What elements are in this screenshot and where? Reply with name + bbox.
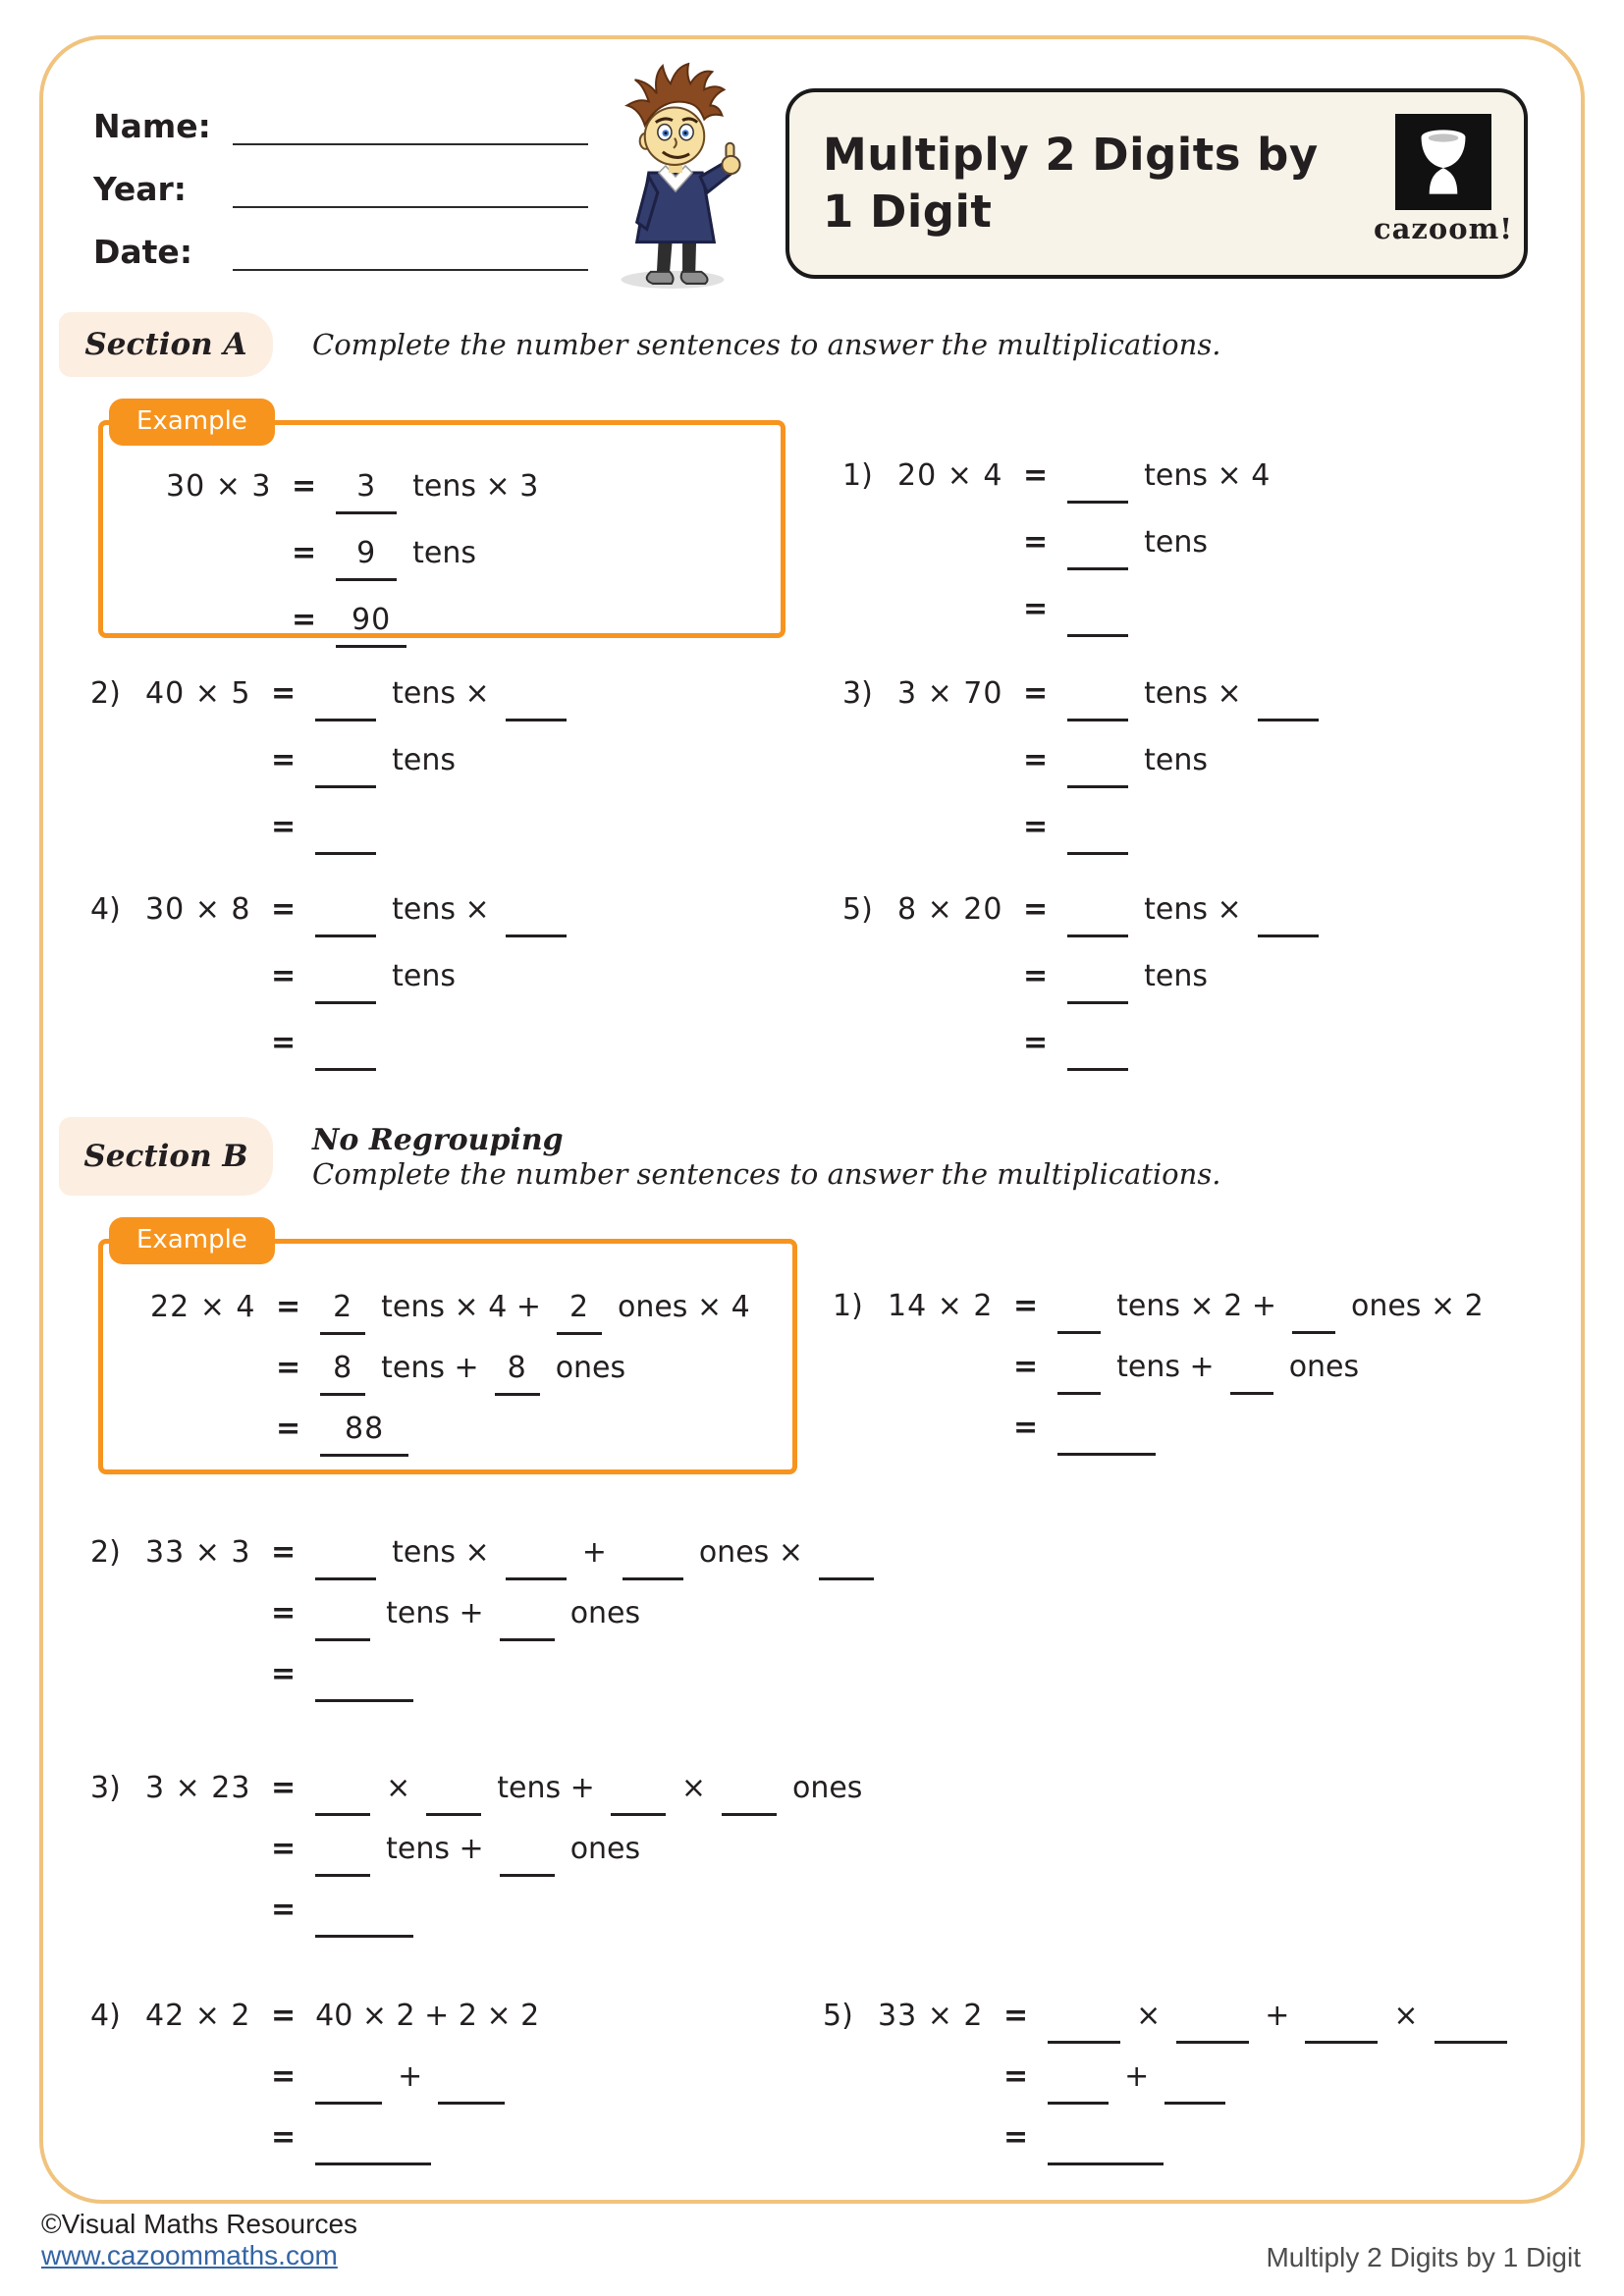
equation-line bbox=[1023, 591, 1270, 628]
answer-blank[interactable] bbox=[315, 675, 376, 721]
answer-blank[interactable] bbox=[1292, 1288, 1335, 1334]
equation-line bbox=[292, 602, 538, 639]
section-b-subtitle: No Regrouping bbox=[312, 1122, 564, 1157]
equation-line bbox=[1013, 1349, 1484, 1386]
answer-blank[interactable] bbox=[1176, 1998, 1249, 2044]
equation-line bbox=[1023, 809, 1319, 846]
equation-text: tens + bbox=[497, 1771, 595, 1805]
answer-blank[interactable] bbox=[315, 1831, 370, 1877]
problem-a3 bbox=[842, 675, 1319, 846]
equation-text: ones bbox=[791, 1771, 863, 1805]
equation-text: tens × bbox=[392, 676, 490, 711]
answer-blank[interactable] bbox=[1230, 1349, 1273, 1395]
equation-line bbox=[271, 809, 567, 846]
section-b-instruction: Complete the number sentences to answer the multiplications. bbox=[312, 1156, 1221, 1191]
answer-blank[interactable] bbox=[500, 1595, 555, 1641]
problem-a4-lines bbox=[271, 891, 567, 1062]
equation-line bbox=[1023, 675, 1319, 713]
answer-blank[interactable] bbox=[611, 1770, 666, 1816]
equation-text: tens × 4 bbox=[1144, 458, 1271, 493]
answer-blank[interactable] bbox=[315, 742, 376, 788]
answer-blank[interactable] bbox=[1057, 1288, 1101, 1334]
answer-blank[interactable] bbox=[315, 1595, 370, 1641]
title-line-2: 1 Digit bbox=[823, 186, 993, 238]
problem-number: 2) bbox=[90, 1535, 121, 1570]
worksheet-title bbox=[823, 127, 1319, 240]
example-b-tag: Example bbox=[109, 1217, 275, 1264]
answer-blank[interactable] bbox=[315, 1892, 413, 1938]
equals-sign: = bbox=[271, 1832, 297, 1866]
equation-text: × bbox=[680, 1771, 706, 1805]
equation-line bbox=[276, 1411, 750, 1448]
problem-number: 1) bbox=[842, 458, 873, 493]
date-row bbox=[93, 224, 588, 271]
equals-sign: = bbox=[1003, 2059, 1029, 2094]
equation-line bbox=[271, 958, 567, 995]
problem-number: 5) bbox=[842, 892, 873, 927]
problem-expression: 3 × 23 bbox=[145, 1771, 251, 1805]
equals-sign: = bbox=[271, 1657, 297, 1691]
answer-blank[interactable] bbox=[315, 958, 376, 1004]
answer-blank[interactable]: 8 bbox=[495, 1350, 540, 1396]
equation-text: tens bbox=[1144, 743, 1209, 777]
problem-expression: 20 × 4 bbox=[897, 458, 1003, 493]
equation-line bbox=[271, 1831, 862, 1868]
answer-blank[interactable] bbox=[506, 675, 567, 721]
section-b-label-box bbox=[59, 1117, 273, 1196]
equals-sign: = bbox=[271, 1771, 297, 1805]
problem-number: 3) bbox=[842, 676, 873, 711]
equation-line bbox=[1023, 457, 1270, 495]
example-b-expression: 22 × 4 bbox=[150, 1290, 256, 1324]
equals-sign: = bbox=[276, 1351, 301, 1385]
answer-blank[interactable] bbox=[1164, 2058, 1225, 2105]
cazoom-logo bbox=[1373, 114, 1514, 245]
answer-blank[interactable] bbox=[1067, 958, 1128, 1004]
equals-sign: = bbox=[292, 536, 317, 570]
equals-sign: = bbox=[276, 1290, 301, 1324]
equation-text: + bbox=[398, 2059, 423, 2094]
equation-line bbox=[276, 1289, 750, 1326]
equation-line bbox=[1013, 1288, 1484, 1325]
equation-text: tens bbox=[392, 743, 457, 777]
equals-sign: = bbox=[1013, 1411, 1039, 1445]
equals-sign: = bbox=[292, 603, 317, 637]
footer-doc-title: Multiply 2 Digits by 1 Digit bbox=[1266, 2242, 1581, 2272]
equation-line bbox=[1003, 2058, 1507, 2096]
date-label: Date: bbox=[93, 233, 193, 271]
drum-icon bbox=[1395, 114, 1491, 210]
answer-blank[interactable] bbox=[315, 891, 376, 937]
equals-sign: = bbox=[271, 2059, 297, 2094]
equation-line bbox=[271, 2058, 539, 2096]
section-a-instruction-col bbox=[312, 312, 1220, 377]
section-b-instruction-col bbox=[312, 1117, 1220, 1196]
example-box-a bbox=[98, 406, 785, 638]
answer-blank[interactable] bbox=[315, 1534, 376, 1580]
year-input-line[interactable] bbox=[233, 169, 588, 208]
example-a-content bbox=[166, 468, 761, 639]
copyright-text: ©Visual Maths Resources bbox=[41, 2209, 358, 2239]
section-a-label-box bbox=[59, 312, 273, 377]
problem-b1-lines bbox=[1013, 1288, 1484, 1447]
equals-sign: = bbox=[1023, 676, 1049, 711]
equals-sign: = bbox=[1023, 592, 1049, 626]
equals-sign: = bbox=[1023, 892, 1049, 927]
section-a-label: Section A bbox=[84, 327, 247, 362]
mascot-boy-illustration bbox=[601, 54, 750, 295]
problem-b5-head bbox=[823, 1998, 1003, 2035]
problem-expression: 14 × 2 bbox=[888, 1289, 994, 1323]
problem-expression: 33 × 2 bbox=[878, 1999, 984, 2033]
problem-number: 4) bbox=[90, 892, 121, 927]
problem-a3-head bbox=[842, 675, 1023, 713]
problem-b2-head bbox=[90, 1534, 271, 1572]
answer-blank[interactable] bbox=[500, 1831, 555, 1877]
answer-blank[interactable] bbox=[1305, 1998, 1378, 2044]
equation-text: ones × 4 bbox=[617, 1290, 750, 1324]
example-b-content bbox=[150, 1289, 775, 1448]
equation-line bbox=[1013, 1410, 1484, 1447]
problem-expression: 30 × 8 bbox=[145, 892, 251, 927]
problem-b5-lines bbox=[1003, 1998, 1507, 2157]
equation-line bbox=[271, 742, 567, 779]
problem-a2-head bbox=[90, 675, 271, 713]
section-a-header bbox=[59, 312, 1220, 377]
equation-text: tens + bbox=[1116, 1350, 1215, 1384]
problem-expression: 40 × 5 bbox=[145, 676, 251, 711]
equation-line bbox=[271, 1025, 567, 1062]
example-a-expression: 30 × 3 bbox=[166, 469, 272, 504]
equation-text: × bbox=[386, 1771, 411, 1805]
equation-text: 40 × 2 + 2 × 2 bbox=[315, 1999, 540, 2033]
equation-text: ones × bbox=[698, 1535, 803, 1570]
date-input-line[interactable] bbox=[233, 232, 588, 271]
equation-line bbox=[292, 535, 538, 572]
equals-sign: = bbox=[271, 676, 297, 711]
equals-sign: = bbox=[271, 1999, 297, 2033]
problem-b3-lines bbox=[271, 1770, 862, 1929]
answer-blank[interactable] bbox=[1067, 809, 1128, 855]
example-b-head bbox=[150, 1289, 276, 1326]
answer-blank[interactable] bbox=[315, 809, 376, 855]
answer-blank[interactable] bbox=[1048, 2119, 1164, 2165]
problem-a1-head bbox=[842, 457, 1023, 495]
equation-line bbox=[271, 1595, 874, 1632]
equals-sign: = bbox=[1023, 525, 1049, 560]
problem-b2 bbox=[90, 1534, 874, 1693]
year-label: Year: bbox=[93, 170, 187, 208]
equals-sign: = bbox=[1023, 959, 1049, 993]
equation-text: tens × 4 + bbox=[381, 1290, 541, 1324]
equation-line bbox=[271, 1892, 862, 1929]
equation-line bbox=[1023, 958, 1319, 995]
answer-blank[interactable] bbox=[1067, 457, 1128, 504]
equals-sign: = bbox=[1003, 2120, 1029, 2155]
answer-blank[interactable] bbox=[315, 1025, 376, 1071]
answer-blank[interactable] bbox=[1048, 2058, 1109, 2105]
equation-text: tens bbox=[392, 959, 457, 993]
example-a-lines bbox=[292, 468, 538, 639]
name-label: Name: bbox=[93, 107, 211, 145]
equation-text: tens × bbox=[392, 892, 490, 927]
equation-line bbox=[271, 1656, 874, 1693]
answer-blank[interactable] bbox=[315, 1656, 413, 1702]
year-row bbox=[93, 161, 588, 208]
problem-a5 bbox=[842, 891, 1319, 1062]
answer-blank[interactable] bbox=[722, 1770, 777, 1816]
problem-expression: 8 × 20 bbox=[897, 892, 1003, 927]
footer-left bbox=[41, 2209, 357, 2271]
equation-text: ones bbox=[555, 1351, 626, 1385]
problem-b1-head bbox=[833, 1288, 1013, 1325]
answer-blank[interactable] bbox=[315, 2058, 382, 2105]
answer-blank[interactable]: 2 bbox=[557, 1289, 602, 1335]
website-link[interactable]: www.cazoommaths.com bbox=[41, 2240, 338, 2270]
answer-blank[interactable] bbox=[315, 2119, 431, 2165]
problem-a3-lines bbox=[1023, 675, 1319, 846]
section-a-instruction: Complete the number sentences to answer the multiplications. bbox=[312, 328, 1221, 361]
equals-sign: = bbox=[271, 959, 297, 993]
answer-blank[interactable] bbox=[1067, 591, 1128, 637]
answer-blank[interactable] bbox=[1067, 524, 1128, 570]
equation-text: ones bbox=[1288, 1350, 1360, 1384]
problem-b2-lines bbox=[271, 1534, 874, 1693]
equals-sign: = bbox=[271, 892, 297, 927]
equation-line bbox=[271, 891, 567, 929]
name-row bbox=[93, 98, 588, 145]
equals-sign: = bbox=[1023, 743, 1049, 777]
problem-b5 bbox=[823, 1998, 1507, 2157]
equation-line bbox=[292, 468, 538, 506]
equation-line bbox=[271, 1534, 874, 1572]
equals-sign: = bbox=[271, 743, 297, 777]
problem-b4-lines bbox=[271, 1998, 539, 2157]
problem-a2 bbox=[90, 675, 567, 846]
equation-text: ones bbox=[569, 1596, 641, 1630]
equation-text: + bbox=[1124, 2059, 1150, 2094]
answer-blank[interactable] bbox=[438, 2058, 505, 2105]
answer-blank[interactable] bbox=[623, 1534, 683, 1580]
equation-text: tens × 3 bbox=[412, 469, 539, 504]
equation-line bbox=[1003, 2119, 1507, 2157]
boy-thumbs-up-icon bbox=[601, 54, 750, 292]
example-b-lines bbox=[276, 1289, 750, 1448]
equation-text: ones bbox=[569, 1832, 641, 1866]
answer-blank[interactable]: 88 bbox=[320, 1411, 408, 1457]
answer-blank[interactable] bbox=[426, 1770, 481, 1816]
equation-line bbox=[1023, 891, 1319, 929]
logo-text: cazoom! bbox=[1373, 212, 1514, 245]
equation-text: + bbox=[581, 1535, 607, 1570]
equals-sign: = bbox=[271, 1026, 297, 1060]
equation-text: tens bbox=[412, 536, 477, 570]
problem-number: 4) bbox=[90, 1999, 121, 2033]
answer-blank[interactable] bbox=[1067, 891, 1128, 937]
problem-number: 1) bbox=[833, 1289, 863, 1323]
section-b-label: Section B bbox=[83, 1139, 248, 1174]
example-a-head bbox=[166, 468, 292, 506]
problem-a4-head bbox=[90, 891, 271, 929]
equation-text: tens × bbox=[392, 1535, 490, 1570]
equation-text: tens + bbox=[386, 1596, 484, 1630]
equation-line bbox=[1023, 1025, 1319, 1062]
problem-a1-lines bbox=[1023, 457, 1270, 628]
equals-sign: = bbox=[1013, 1289, 1039, 1323]
name-input-line[interactable] bbox=[233, 106, 588, 145]
answer-blank[interactable] bbox=[1067, 1025, 1128, 1071]
equation-text: tens × bbox=[1144, 676, 1242, 711]
equals-sign: = bbox=[276, 1412, 301, 1446]
problem-number: 5) bbox=[823, 1999, 853, 2033]
answer-blank[interactable]: 9 bbox=[336, 535, 397, 581]
example-box-b bbox=[98, 1225, 797, 1474]
answer-blank[interactable] bbox=[1067, 742, 1128, 788]
equation-line bbox=[1003, 1998, 1507, 2035]
answer-blank[interactable] bbox=[1057, 1349, 1101, 1395]
equation-line bbox=[271, 2119, 539, 2157]
problem-a1 bbox=[842, 457, 1270, 628]
equation-text: tens + bbox=[386, 1832, 484, 1866]
answer-blank[interactable] bbox=[1258, 675, 1319, 721]
problem-a5-head bbox=[842, 891, 1023, 929]
equals-sign: = bbox=[271, 1893, 297, 1927]
problem-a2-lines bbox=[271, 675, 567, 846]
equation-text: × bbox=[1136, 1999, 1162, 2033]
equation-text: tens × bbox=[1144, 892, 1242, 927]
problem-expression: 33 × 3 bbox=[145, 1535, 251, 1570]
answer-blank[interactable] bbox=[1435, 1998, 1507, 2044]
problem-b3-head bbox=[90, 1770, 271, 1807]
problem-b4 bbox=[90, 1998, 539, 2157]
equation-text: tens × 2 + bbox=[1116, 1289, 1276, 1323]
equals-sign: = bbox=[271, 1596, 297, 1630]
equation-line bbox=[271, 1998, 539, 2035]
equation-line bbox=[1023, 524, 1270, 561]
equation-text: + bbox=[1265, 1999, 1290, 2033]
equals-sign: = bbox=[1023, 810, 1049, 844]
worksheet-title-box bbox=[785, 88, 1528, 279]
equation-line bbox=[1023, 742, 1319, 779]
section-b-header bbox=[59, 1117, 1220, 1196]
equation-text: tens bbox=[1144, 525, 1209, 560]
student-info bbox=[93, 98, 588, 287]
problem-a4 bbox=[90, 891, 567, 1062]
answer-blank[interactable]: 90 bbox=[336, 602, 406, 648]
equation-text: ones × 2 bbox=[1350, 1289, 1484, 1323]
equation-text: tens + bbox=[381, 1351, 479, 1385]
answer-blank[interactable] bbox=[506, 1534, 567, 1580]
example-a-tag: Example bbox=[109, 399, 275, 446]
equals-sign: = bbox=[271, 1535, 297, 1570]
answer-blank[interactable] bbox=[1048, 1998, 1120, 2044]
answer-blank[interactable]: 2 bbox=[320, 1289, 365, 1335]
problem-b3 bbox=[90, 1770, 862, 1929]
answer-blank[interactable] bbox=[315, 1770, 370, 1816]
answer-blank[interactable] bbox=[506, 891, 567, 937]
problem-number: 2) bbox=[90, 676, 121, 711]
answer-blank[interactable] bbox=[1057, 1410, 1156, 1456]
answer-blank[interactable] bbox=[1067, 675, 1128, 721]
title-line-1: Multiply 2 Digits by bbox=[823, 129, 1319, 182]
equals-sign: = bbox=[1023, 458, 1049, 493]
equals-sign: = bbox=[271, 810, 297, 844]
equals-sign: = bbox=[292, 469, 317, 504]
equals-sign: = bbox=[271, 2120, 297, 2155]
equation-text: tens bbox=[1144, 959, 1209, 993]
equals-sign: = bbox=[1023, 1026, 1049, 1060]
answer-blank[interactable] bbox=[1258, 891, 1319, 937]
equation-line bbox=[271, 675, 567, 713]
answer-blank[interactable]: 8 bbox=[320, 1350, 365, 1396]
problem-b1 bbox=[833, 1288, 1484, 1447]
equation-line bbox=[271, 1770, 862, 1807]
problem-a5-lines bbox=[1023, 891, 1319, 1062]
answer-blank[interactable] bbox=[819, 1534, 874, 1580]
answer-blank[interactable]: 3 bbox=[336, 468, 397, 514]
problem-number: 3) bbox=[90, 1771, 121, 1805]
equals-sign: = bbox=[1013, 1350, 1039, 1384]
problem-expression: 3 × 70 bbox=[897, 676, 1003, 711]
problem-b4-head bbox=[90, 1998, 271, 2035]
equation-text: × bbox=[1393, 1999, 1419, 2033]
problem-expression: 42 × 2 bbox=[145, 1999, 251, 2033]
equation-line bbox=[276, 1350, 750, 1387]
equals-sign: = bbox=[1003, 1999, 1029, 2033]
